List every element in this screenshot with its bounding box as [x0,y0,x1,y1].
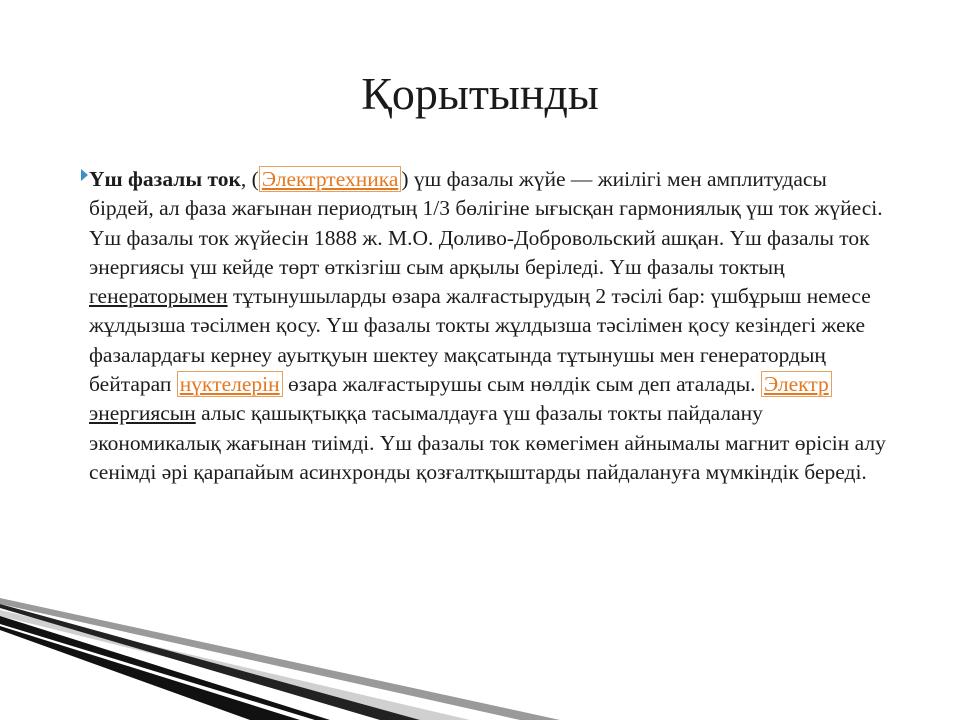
text-run-4: өзара жалғастырушы сым нөлдік сым деп аталады. [282,372,761,397]
link-electric[interactable]: Электр [761,371,832,397]
corner-decoration [0,560,960,720]
lead-term: Үш фазалы ток [89,167,241,191]
link-electrotechnics[interactable]: Электртехника [259,166,402,192]
link-energy[interactable]: энергиясын [89,401,196,426]
link-generator[interactable]: генераторымен [89,284,228,309]
text-run-1: , ( [240,167,259,191]
bullet-arrow-icon [81,169,88,181]
text-run-5: алыс қашықтыққа тасымалдауға үш фазалы токты пайдалану экономикалық жағынан тиімді. Үш фазалы ток көмегімен айнымалы магнит өрісін алу сенімді әрі қарапайым асинхронды қозғалтқыштарды пайдалануға мүмкіндік береді. [89,401,886,484]
text-run-2: ) үш фазалы жүйе — жиілігі мен амплитудасы бірдей, ал фаза жағынан периодтың 1/3 бөлігіне ығысқан гармониялық үш ток жүйесі. Үш фазалы ток жүйесін 1888 ж. М.О. Доливо-Добровольский ашқан. Үш фазалы ток энергиясы үш кейде төрт өткізгіш сым арқылы беріледі. Үш фазалы токтың [89,167,883,279]
text-run-3: тұтынушыларды өзара жалғастырудың 2 тәсілі бар: үшбұрыш немесе жұлдызша тәсілмен қосу. Үш фазалы токты жұлдызша тәсілімен қосу кезіндегі жеке фазалардағы кернеу ауытқуын шектеу мақсатында тұтынушы мен генератордың бейтарап [89,284,871,397]
link-nodes[interactable]: нүктелерін [177,371,283,397]
slide-title: Қорытынды [361,68,599,119]
slide-body-text [89,165,889,487]
